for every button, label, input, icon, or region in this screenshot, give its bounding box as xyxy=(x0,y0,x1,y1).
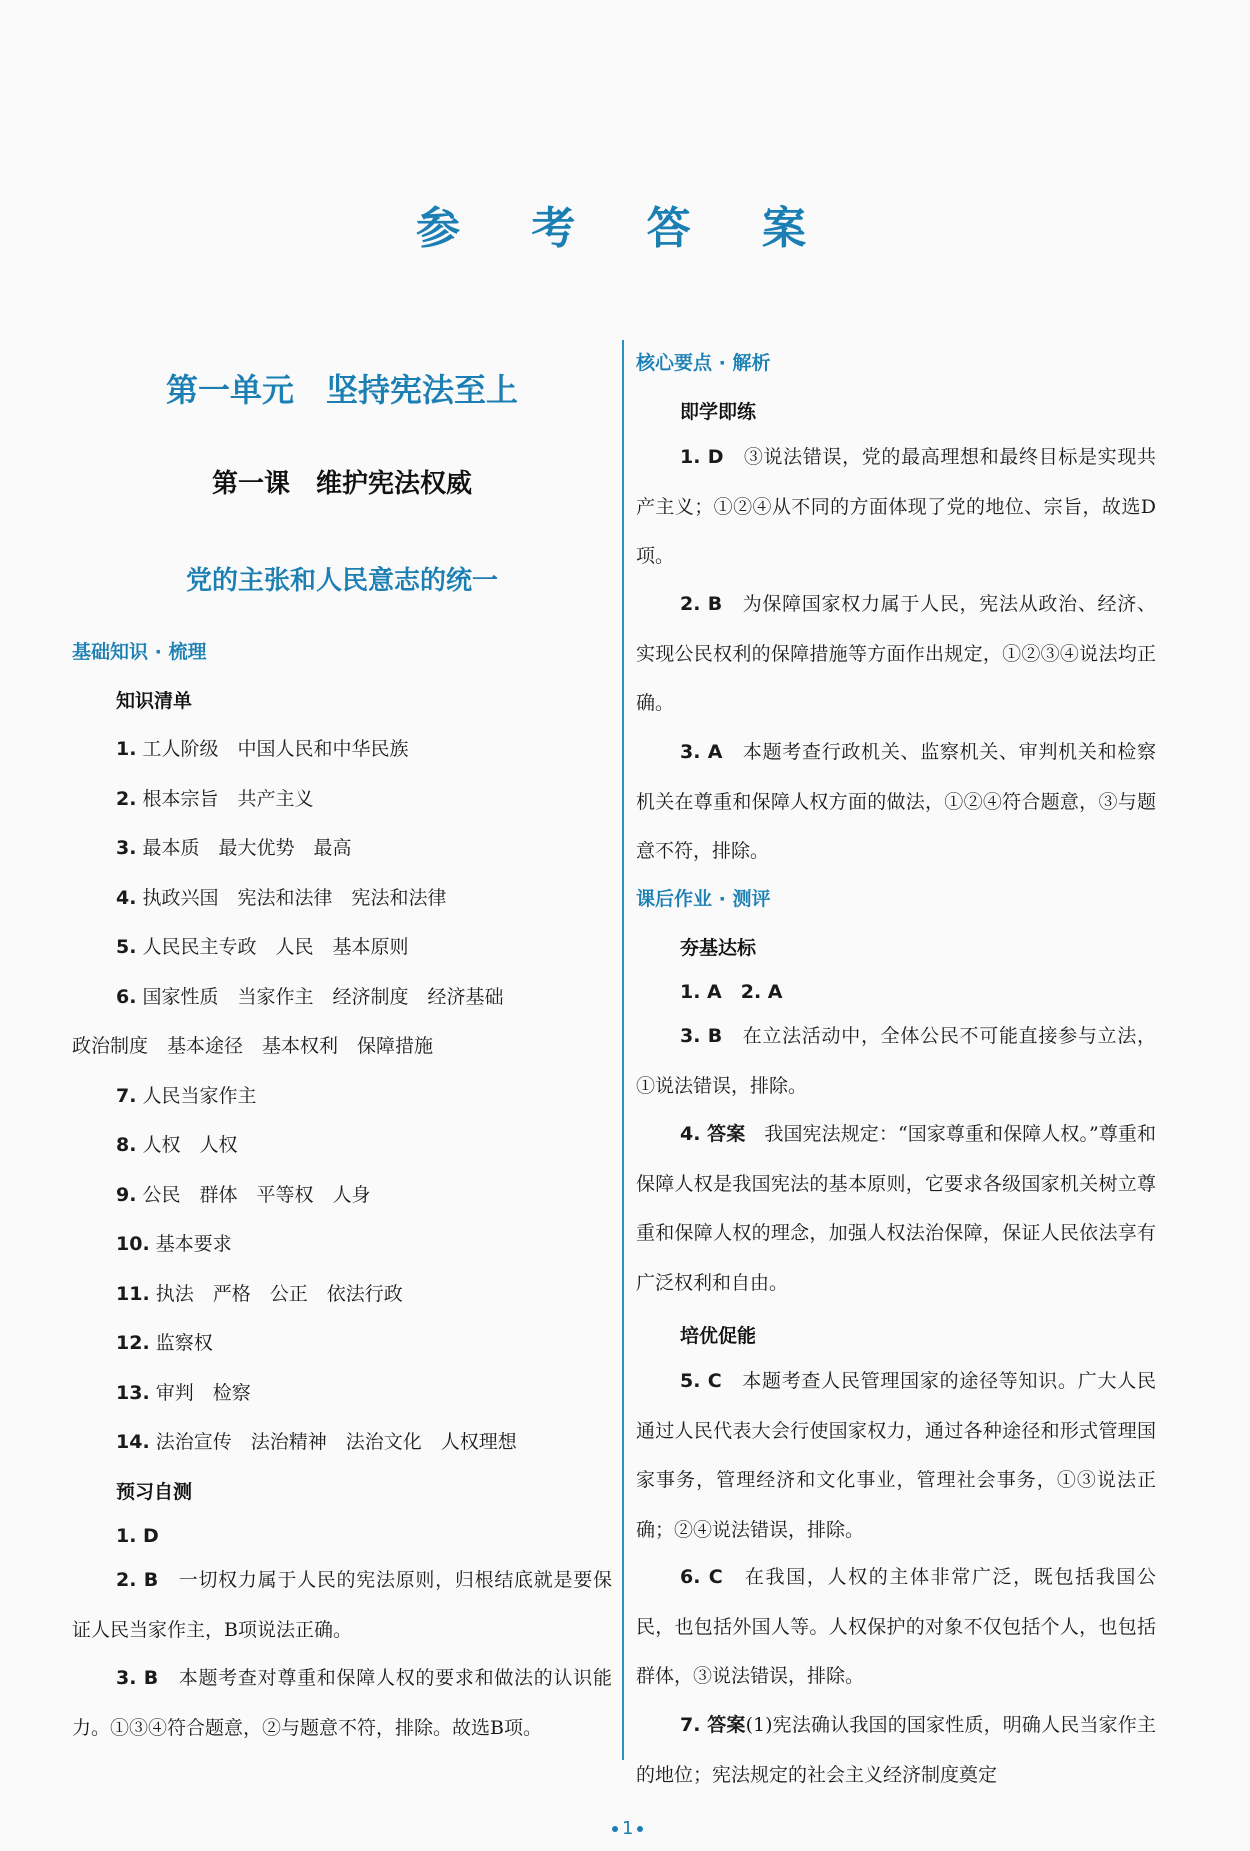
homework-answer-4: 4. 答案 我国宪法规定：“国家尊重和保障人权。”尊重和保障人权是我国宪法的基本原则，它要求各级国家机关树立尊重和保障人权的理念，加强人权法治保障，保证人民依法享有广泛权利和自由。 xyxy=(636,1123,1156,1294)
knowledge-item: 14. 法治宣传 法治精神 法治文化 人权理想 xyxy=(116,1431,517,1453)
preview-answer-1: 1. D xyxy=(116,1525,159,1547)
homework-answer-1-2: 1. A 2. A xyxy=(680,981,783,1003)
subheading-foundation: 夯基达标 xyxy=(680,937,757,959)
preview-answer-3: 3. B 本题考查对尊重和保障人权的要求和做法的认识能力。①③④符合题意，②与题意不符，排除。故选B项。 xyxy=(72,1667,612,1739)
topic-title: 党的主张和人民意志的统一 xyxy=(185,566,498,596)
unit-title: 第一单元 坚持宪法至上 xyxy=(165,371,518,409)
subheading-advanced: 培优促能 xyxy=(680,1325,757,1347)
homework-answer-6: 6. C 在我国，人权的主体非常广泛，既包括我国公民，也包括外国人等。人权保护的对象不仅包括个人，也包括群体，③说法错误，排除。 xyxy=(636,1566,1156,1687)
section-heading-homework: 课后作业 · 测评 xyxy=(636,888,771,910)
homework-answer-5: 5. C 本题考查人民管理国家的途径等知识。广大人民通过人民代表大会行使国家权力，通过各种途径和形式管理国家事务，管理经济和文化事业，管理社会事务，①③说法正确；②④说法错误，排除。 xyxy=(636,1370,1156,1541)
column-divider xyxy=(622,340,624,1760)
knowledge-item: 3. 最本质 最大优势 最高 xyxy=(116,837,352,859)
knowledge-item: 2. 根本宗旨 共产主义 xyxy=(116,787,314,810)
page-title: 参 考 答 案 xyxy=(416,203,834,254)
knowledge-item: 4. 执政兴国 宪法和法律 宪法和法律 xyxy=(116,886,447,909)
homework-answer-3: 3. B 在立法活动中，全体公民不可能直接参与立法，①说法错误，排除。 xyxy=(636,1025,1156,1097)
practice-answer-2: 2. B 为保障国家权力属于人民，宪法从政治、经济、实现公民权利的保障措施等方面作出规定，①②③④说法均正确。 xyxy=(636,593,1156,714)
practice-answer-3: 3. A 本题考查行政机关、监察机关、审判机关和检察机关在尊重和保障人权方面的做法，①②④符合题意，③与题意不符，排除。 xyxy=(636,741,1156,862)
knowledge-item: 1. 工人阶级 中国人民和中华民族 xyxy=(116,738,409,760)
subheading-knowledge-list: 知识清单 xyxy=(116,690,193,712)
knowledge-item: 9. 公民 群体 平等权 人身 xyxy=(116,1183,371,1206)
subheading-preview-test: 预习自测 xyxy=(116,1481,193,1503)
knowledge-item: 10. 基本要求 xyxy=(116,1233,232,1255)
subheading-practice: 即学即练 xyxy=(680,401,757,423)
knowledge-item: 11. 执法 严格 公正 依法行政 xyxy=(116,1282,403,1305)
knowledge-item: 政治制度 基本途径 基本权利 保障措施 xyxy=(72,1035,434,1057)
lesson-title: 第一课 维护宪法权威 xyxy=(211,469,472,499)
practice-answer-1: 1. D ③说法错误，党的最高理想和最终目标是实现共产主义；①②④从不同的方面体现了党的地位、宗旨，故选D项。 xyxy=(636,446,1156,567)
homework-answer-7: 7. 答案(1)宪法确认我国的国家性质，明确人民当家作主的地位；宪法规定的社会主义经济制度奠定 xyxy=(636,1714,1156,1786)
preview-answer-2: 2. B 一切权力属于人民的宪法原则，归根结底就是要保证人民当家作主，B项说法正确。 xyxy=(72,1569,612,1641)
page-number: 1 xyxy=(608,1818,647,1839)
section-heading-core: 核心要点 · 解析 xyxy=(636,352,771,374)
knowledge-item: 13. 审判 检察 xyxy=(116,1381,251,1404)
knowledge-item: 7. 人民当家作主 xyxy=(116,1084,257,1107)
section-heading-basics: 基础知识 · 梳理 xyxy=(72,641,207,663)
knowledge-item: 6. 国家性质 当家作主 经济制度 经济基础 xyxy=(116,985,504,1008)
knowledge-item: 12. 监察权 xyxy=(116,1332,213,1354)
knowledge-item: 8. 人权 人权 xyxy=(116,1134,238,1156)
knowledge-item: 5. 人民民主专政 人民 基本原则 xyxy=(116,936,409,958)
